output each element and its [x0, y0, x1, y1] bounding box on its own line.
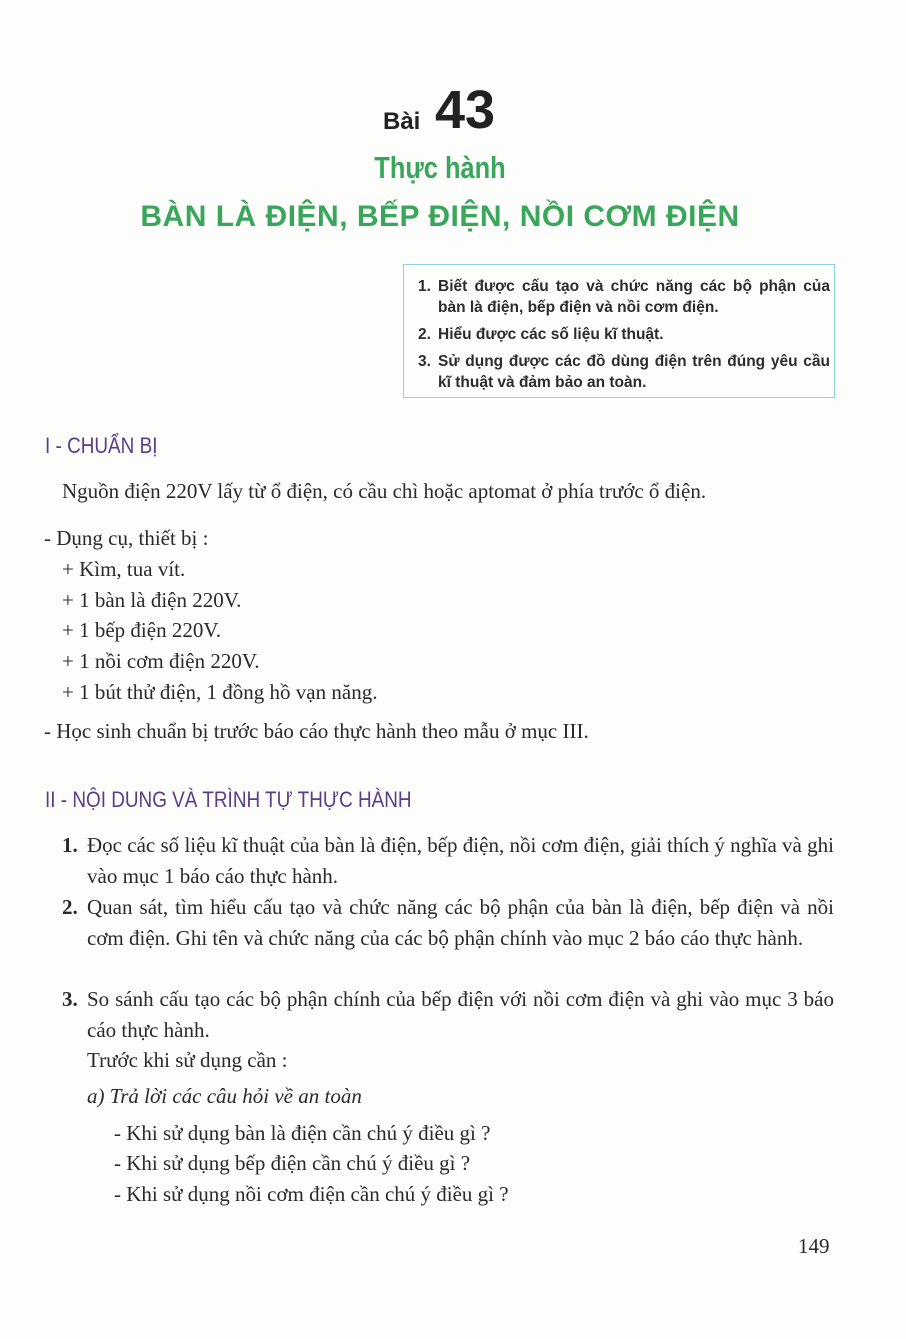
- procedure-step: [62, 830, 834, 891]
- power-source-text: Nguồn điện 220V lấy từ ổ điện, có cầu chì hoặc aptomat ở phía trước ổ điện.: [62, 479, 707, 503]
- page-title: BÀN LÀ ĐIỆN, BẾP ĐIỆN, NỒI CƠM ĐIỆN: [140, 200, 740, 233]
- safety-question: - Khi sử dụng nồi cơm điện cần chú ý điều gì ?: [114, 1182, 509, 1206]
- section-heading-preparation: I - CHUẨN BỊ: [45, 433, 158, 458]
- tool-item: + 1 bàn là điện 220V.: [62, 588, 242, 612]
- tool-item: + Kìm, tua vít.: [62, 557, 186, 581]
- safety-question: - Khi sử dụng bếp điện cần chú ý điều gì ?: [114, 1151, 471, 1175]
- safety-heading: a) Trả lời các câu hỏi về an toàn: [87, 1084, 362, 1108]
- step-number: 2.: [62, 895, 78, 919]
- step-text: Đọc các số liệu kĩ thuật của bàn là điện, bếp điện, nồi cơm điện, giải thích ý nghĩa và ghi vào mục 1 báo cáo thực hành.: [87, 833, 834, 888]
- objective-item: [418, 351, 830, 393]
- lesson-number: 43: [435, 80, 496, 140]
- section-heading-procedure: II - NỘI DUNG VÀ TRÌNH TỰ THỰC HÀNH: [45, 787, 412, 812]
- tool-item: + 1 bút thử điện, 1 đồng hồ vạn năng.: [62, 680, 378, 704]
- step-number: 3.: [62, 987, 78, 1011]
- step-text: So sánh cấu tạo các bộ phận chính của bếp điện với nồi cơm điện và ghi vào mục 3 báo cáo thực hành.: [87, 987, 834, 1042]
- objective-text: Biết được cấu tạo và chức năng các bộ phận của bàn là điện, bếp điện và nồi cơm điện.: [438, 278, 830, 316]
- step-number: 1.: [62, 833, 78, 857]
- objective-text: Hiểu được các số liệu kĩ thuật.: [438, 326, 664, 343]
- objective-number: 3.: [418, 353, 431, 370]
- before-use-text: Trước khi sử dụng cần :: [87, 1048, 288, 1072]
- objective-item: [418, 324, 830, 345]
- objective-number: 2.: [418, 326, 431, 343]
- objectives-box: [403, 264, 835, 398]
- tool-item: + 1 bếp điện 220V.: [62, 618, 222, 642]
- objective-text: Sử dụng được các đồ dùng điện trên đúng yêu cầu kĩ thuật và đảm bảo an toàn.: [438, 353, 830, 391]
- step-text: Quan sát, tìm hiểu cấu tạo và chức năng các bộ phận của bàn là điện, bếp điện và nồi cơm điện. Ghi tên và chức năng của các bộ phận chính vào mục 2 báo cáo thực hành.: [87, 895, 834, 950]
- lesson-label: Bài: [383, 108, 421, 135]
- safety-question: - Khi sử dụng bàn là điện cần chú ý điều gì ?: [114, 1121, 491, 1145]
- procedure-step: [62, 892, 834, 953]
- objective-item: [418, 276, 830, 318]
- student-prep-text: - Học sinh chuẩn bị trước báo cáo thực hành theo mẫu ở mục III.: [44, 719, 589, 743]
- page-number: 149: [798, 1234, 830, 1258]
- lesson-subtitle: Thực hành: [374, 150, 506, 185]
- tools-heading: - Dụng cụ, thiết bị :: [44, 526, 209, 550]
- tool-item: + 1 nồi cơm điện 220V.: [62, 649, 260, 673]
- objective-number: 1.: [418, 278, 431, 295]
- procedure-step: [62, 984, 834, 1045]
